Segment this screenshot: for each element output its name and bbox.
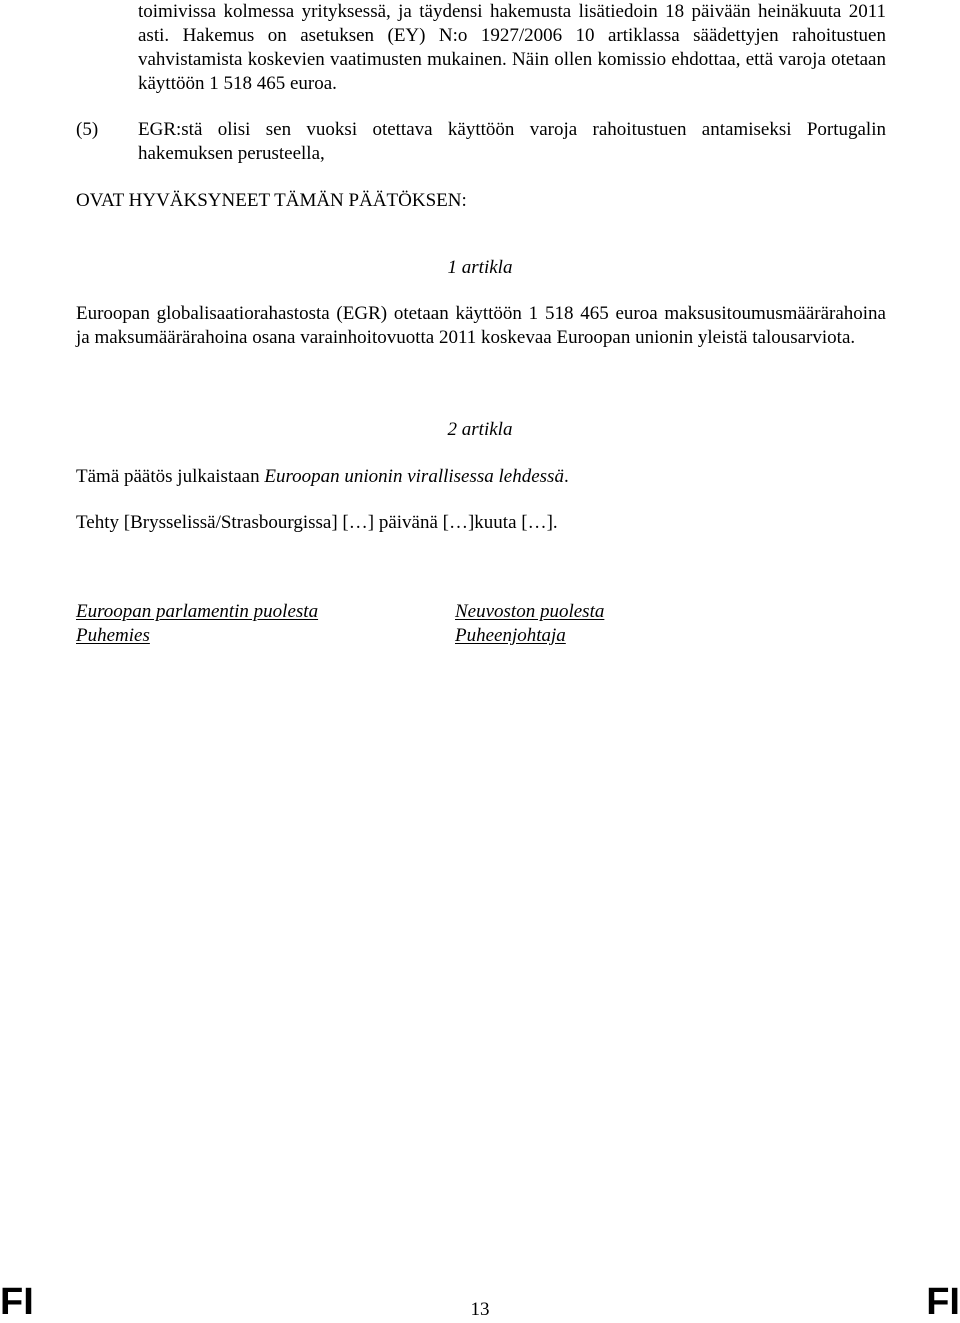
article-2-heading: 2 artikla [447, 419, 513, 440]
article-1-text: Euroopan globalisaatiorahastosta (EGR) otetaan käyttöön 1 518 465 euroa maksusitoumusmäärärahoina ja maksumäärärahoina osana varainhoitovuotta 2011 koskevaa Euroopan unionin yleistä talousarviota. [76, 303, 886, 348]
footer-language-left: FI [0, 1281, 34, 1323]
paragraph-continuation: toimivissa kolmessa yrityksessä, ja täydensi hakemusta lisätiedoin 18 päivään heinäkuuta 2011 asti. Hakemus on asetuksen (EY) N:o 1927/2006 10 artiklassa säädettyjen rahoitustuen vahvistamista koskevien vaatimusten mukainen. Näin ollen komissio ehdottaa, että varoja otetaan käyttöön 1 518 465 euroa. [138, 1, 886, 94]
signature-council [455, 600, 604, 648]
article-2-text-suffix: . [563, 466, 569, 487]
article-2-text [76, 465, 569, 489]
page-number: 13 [470, 1299, 490, 1320]
paragraph-5-number: (5) [76, 119, 99, 140]
paragraph-5-text: EGR:stä olisi sen vuoksi otettava käyttöön varoja rahoitustuen antamiseksi Portugalin hakemuksen perusteella, [138, 119, 886, 164]
footer-language-right: FI [926, 1281, 960, 1323]
signature-parliament-for: Euroopan parlamentin puolesta [76, 601, 319, 622]
signature-parliament-role: Puhemies [76, 625, 150, 646]
done-at-statement: Tehty [Brysselissä/Strasbourgissa] […] päivänä […]kuuta […]. [76, 512, 558, 533]
decision-formula: OVAT HYVÄKSYNEET TÄMÄN PÄÄTÖKSEN: [76, 190, 467, 211]
official-journal-title: Euroopan unionin virallisessa lehdessä [264, 466, 564, 487]
signature-council-for: Neuvoston puolesta [455, 601, 605, 622]
signature-parliament [76, 600, 318, 648]
article-2-text-prefix: Tämä päätös julkaistaan [76, 466, 265, 487]
signature-council-role: Puheenjohtaja [455, 625, 566, 646]
article-1-heading: 1 artikla [447, 257, 513, 278]
